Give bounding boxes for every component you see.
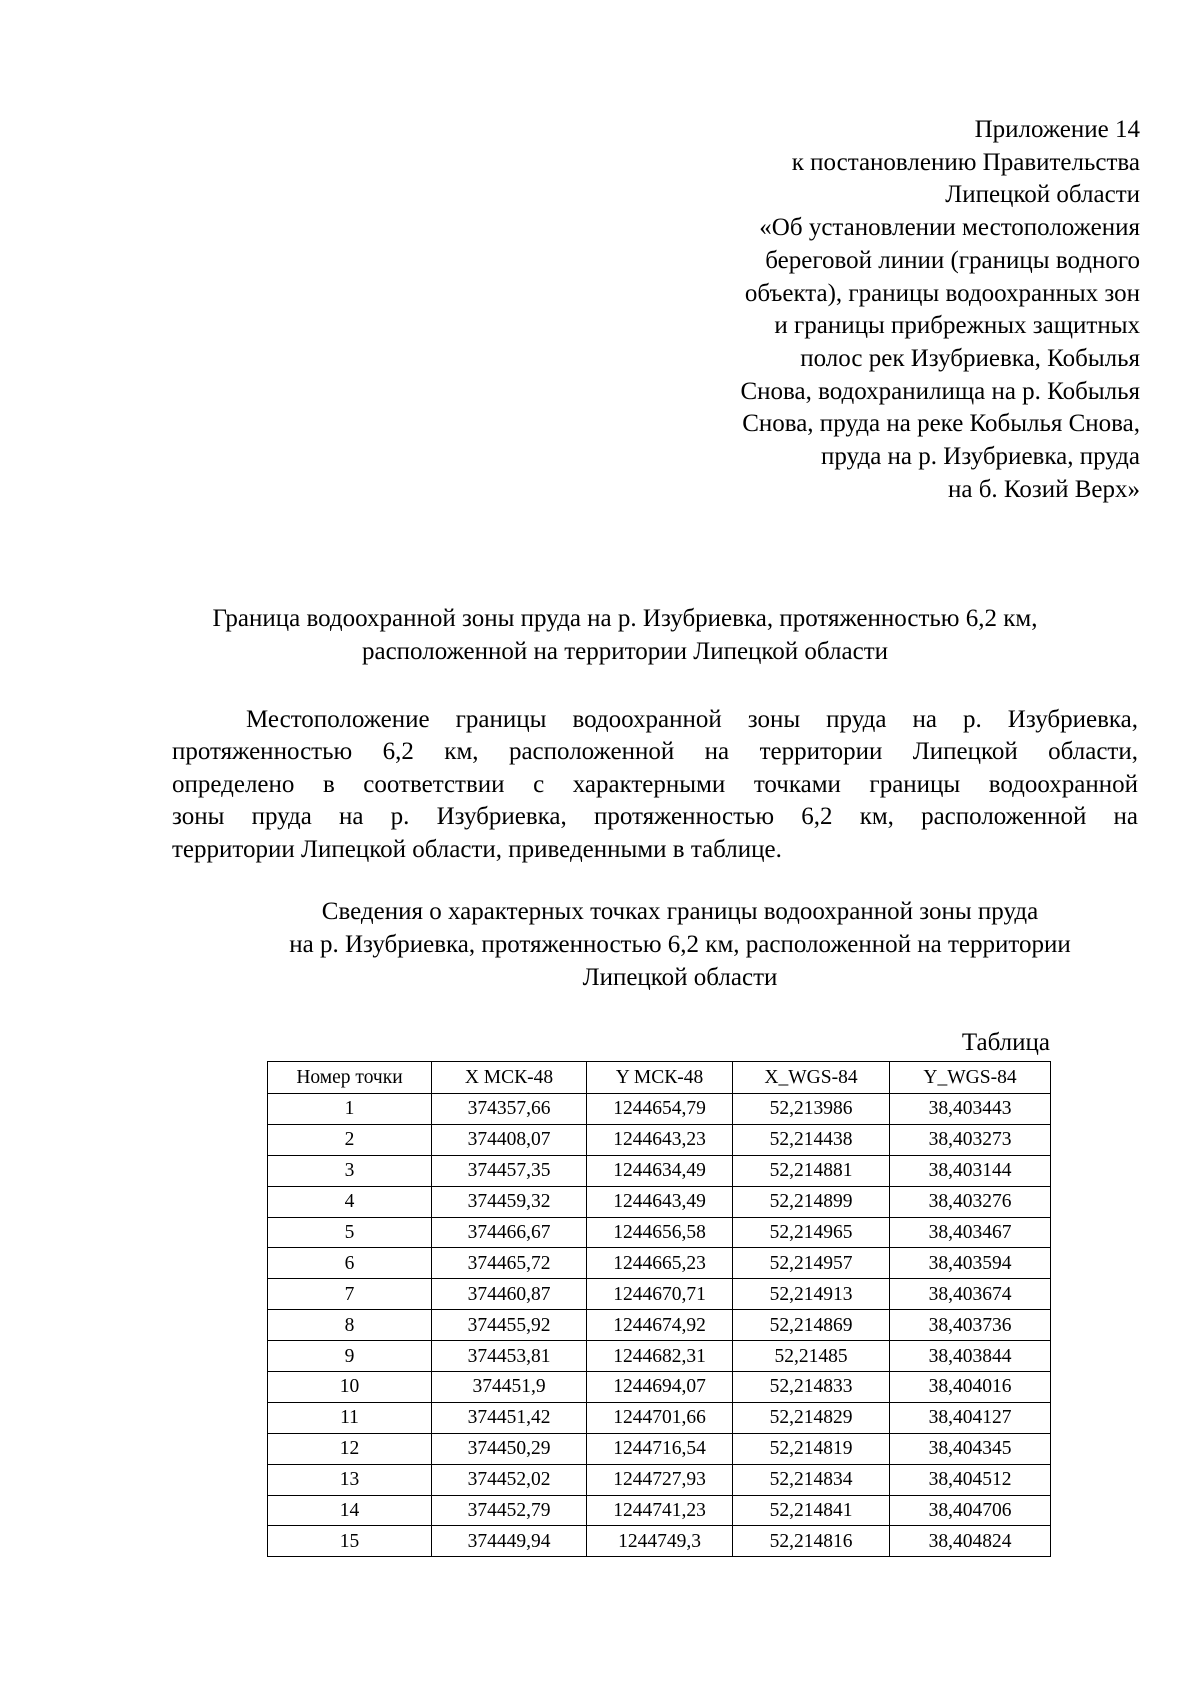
table-caption bbox=[220, 895, 1140, 994]
paragraph-line: территории Липецкой области, приведенными в таблице. bbox=[172, 835, 782, 863]
table-row bbox=[268, 1155, 1051, 1186]
cell-y-msk48: 1244656,58 bbox=[587, 1217, 733, 1248]
cell-point-number: 10 bbox=[268, 1372, 432, 1403]
cell-point-number: 15 bbox=[268, 1526, 432, 1557]
cell-x-msk48: 374465,72 bbox=[432, 1248, 587, 1279]
cell-y-wgs84: 38,404824 bbox=[890, 1526, 1051, 1557]
cell-y-wgs84: 38,404016 bbox=[890, 1372, 1051, 1403]
cell-y-wgs84: 38,403276 bbox=[890, 1186, 1051, 1217]
cell-point-number: 12 bbox=[268, 1433, 432, 1464]
table-row bbox=[268, 1464, 1051, 1495]
cell-y-msk48: 1244670,71 bbox=[587, 1279, 733, 1310]
document-title bbox=[150, 602, 1100, 668]
header-x-msk48: X МСК-48 bbox=[432, 1062, 587, 1094]
cell-y-msk48: 1244694,07 bbox=[587, 1372, 733, 1403]
appendix-line: объекта), границы водоохранных зон bbox=[744, 279, 1140, 307]
cell-x-wgs84: 52,214957 bbox=[733, 1248, 890, 1279]
cell-y-wgs84: 38,403467 bbox=[890, 1217, 1051, 1248]
cell-x-msk48: 374453,81 bbox=[432, 1341, 587, 1372]
cell-x-msk48: 374449,94 bbox=[432, 1526, 587, 1557]
cell-y-msk48: 1244643,23 bbox=[587, 1124, 733, 1155]
cell-y-wgs84: 38,403736 bbox=[890, 1310, 1051, 1341]
cell-x-wgs84: 52,21485 bbox=[733, 1341, 890, 1372]
title-line: расположенной на территории Липецкой области bbox=[361, 638, 888, 665]
table-row bbox=[268, 1124, 1051, 1155]
title-line: Граница водоохранной зоны пруда на р. Изубриевка, протяженностью 6,2 км, bbox=[212, 605, 1038, 632]
table-row bbox=[268, 1341, 1051, 1372]
cell-x-wgs84: 52,213986 bbox=[733, 1094, 890, 1125]
appendix-line: Снова, водохранилища на р. Кобылья bbox=[740, 377, 1140, 405]
cell-point-number: 5 bbox=[268, 1217, 432, 1248]
caption-line: на р. Изубриевка, протяженностью 6,2 км, расположенной на территории bbox=[289, 931, 1071, 958]
header-y-msk48: Y МСК-48 bbox=[587, 1062, 733, 1094]
cell-x-msk48: 374455,92 bbox=[432, 1310, 587, 1341]
cell-point-number: 11 bbox=[268, 1402, 432, 1433]
appendix-line: «Об установлении местоположения bbox=[759, 214, 1140, 242]
cell-point-number: 8 bbox=[268, 1310, 432, 1341]
cell-point-number: 1 bbox=[268, 1094, 432, 1125]
cell-y-msk48: 1244741,23 bbox=[587, 1495, 733, 1526]
cell-x-wgs84: 52,214841 bbox=[733, 1495, 890, 1526]
appendix-line: на б. Козий Верх» bbox=[947, 475, 1140, 503]
cell-x-msk48: 374357,66 bbox=[432, 1094, 587, 1125]
cell-y-wgs84: 38,403144 bbox=[890, 1155, 1051, 1186]
table-row bbox=[268, 1402, 1051, 1433]
header-point-number: Номер точки bbox=[268, 1062, 432, 1094]
table-header-row bbox=[268, 1062, 1051, 1094]
cell-y-msk48: 1244727,93 bbox=[587, 1464, 733, 1495]
cell-x-wgs84: 52,214881 bbox=[733, 1155, 890, 1186]
cell-y-msk48: 1244716,54 bbox=[587, 1433, 733, 1464]
cell-point-number: 4 bbox=[268, 1186, 432, 1217]
table-row bbox=[268, 1279, 1051, 1310]
caption-line: Липецкой области bbox=[582, 964, 778, 991]
cell-x-msk48: 374457,35 bbox=[432, 1155, 587, 1186]
cell-y-wgs84: 38,404345 bbox=[890, 1433, 1051, 1464]
cell-x-msk48: 374451,9 bbox=[432, 1372, 587, 1403]
cell-y-msk48: 1244674,92 bbox=[587, 1310, 733, 1341]
header-x-wgs84: X_WGS-84 bbox=[733, 1062, 890, 1094]
appendix-line: пруда на р. Изубриевка, пруда bbox=[821, 443, 1140, 471]
cell-y-msk48: 1244643,49 bbox=[587, 1186, 733, 1217]
cell-x-wgs84: 52,214819 bbox=[733, 1433, 890, 1464]
cell-x-msk48: 374459,32 bbox=[432, 1186, 587, 1217]
cell-y-msk48: 1244634,49 bbox=[587, 1155, 733, 1186]
table-row bbox=[268, 1248, 1051, 1279]
cell-y-wgs84: 38,403674 bbox=[890, 1279, 1051, 1310]
cell-y-wgs84: 38,403594 bbox=[890, 1248, 1051, 1279]
table-row bbox=[268, 1094, 1051, 1125]
cell-y-msk48: 1244682,31 bbox=[587, 1341, 733, 1372]
cell-x-msk48: 374466,67 bbox=[432, 1217, 587, 1248]
cell-point-number: 2 bbox=[268, 1124, 432, 1155]
table-row bbox=[268, 1526, 1051, 1557]
cell-x-msk48: 374408,07 bbox=[432, 1124, 587, 1155]
cell-x-msk48: 374450,29 bbox=[432, 1433, 587, 1464]
appendix-line: Липецкой области bbox=[945, 181, 1140, 209]
paragraph-line: протяженностью 6,2 км, расположенной на территории Липецкой области, bbox=[172, 738, 1138, 766]
table-row bbox=[268, 1433, 1051, 1464]
cell-y-wgs84: 38,404706 bbox=[890, 1495, 1051, 1526]
paragraph-line: зоны пруда на р. Изубриевка, протяженностью 6,2 км, расположенной на bbox=[172, 803, 1138, 831]
cell-point-number: 6 bbox=[268, 1248, 432, 1279]
cell-x-wgs84: 52,214913 bbox=[733, 1279, 890, 1310]
cell-y-wgs84: 38,403273 bbox=[890, 1124, 1051, 1155]
cell-y-wgs84: 38,404512 bbox=[890, 1464, 1051, 1495]
table-row bbox=[268, 1217, 1051, 1248]
table-row bbox=[268, 1372, 1051, 1403]
cell-x-wgs84: 52,214834 bbox=[733, 1464, 890, 1495]
cell-x-wgs84: 52,214816 bbox=[733, 1526, 890, 1557]
cell-y-wgs84: 38,403443 bbox=[890, 1094, 1051, 1125]
table-label: Таблица bbox=[961, 1029, 1050, 1056]
caption-line: Сведения о характерных точках границы водоохранной зоны пруда bbox=[321, 898, 1039, 925]
cell-y-msk48: 1244665,23 bbox=[587, 1248, 733, 1279]
appendix-line: полос рек Изубриевка, Кобылья bbox=[800, 344, 1140, 372]
cell-x-wgs84: 52,214869 bbox=[733, 1310, 890, 1341]
cell-point-number: 7 bbox=[268, 1279, 432, 1310]
cell-x-msk48: 374452,02 bbox=[432, 1464, 587, 1495]
appendix-line: Приложение 14 bbox=[974, 116, 1140, 143]
cell-y-wgs84: 38,403844 bbox=[890, 1341, 1051, 1372]
header-y-wgs84: Y_WGS-84 bbox=[890, 1062, 1051, 1094]
cell-point-number: 13 bbox=[268, 1464, 432, 1495]
cell-x-msk48: 374460,87 bbox=[432, 1279, 587, 1310]
cell-y-wgs84: 38,404127 bbox=[890, 1402, 1051, 1433]
cell-x-wgs84: 52,214829 bbox=[733, 1402, 890, 1433]
cell-y-msk48: 1244749,3 bbox=[587, 1526, 733, 1557]
cell-x-msk48: 374451,42 bbox=[432, 1402, 587, 1433]
appendix-line: и границы прибрежных защитных bbox=[774, 312, 1140, 340]
cell-y-msk48: 1244701,66 bbox=[587, 1402, 733, 1433]
cell-point-number: 3 bbox=[268, 1155, 432, 1186]
table-row bbox=[268, 1495, 1051, 1526]
cell-x-wgs84: 52,214899 bbox=[733, 1186, 890, 1217]
table-row bbox=[268, 1186, 1051, 1217]
paragraph-line: Местоположение границы водоохранной зоны пруда на р. Изубриевка, bbox=[246, 706, 1138, 733]
cell-x-wgs84: 52,214965 bbox=[733, 1217, 890, 1248]
cell-x-msk48: 374452,79 bbox=[432, 1495, 587, 1526]
appendix-header bbox=[640, 114, 1140, 506]
table-body bbox=[268, 1094, 1051, 1557]
cell-point-number: 9 bbox=[268, 1341, 432, 1372]
paragraph-line: определено в соответствии с характерными точками границы водоохранной bbox=[172, 770, 1138, 798]
appendix-line: Снова, пруда на реке Кобылья Снова, bbox=[742, 410, 1140, 438]
cell-y-msk48: 1244654,79 bbox=[587, 1094, 733, 1125]
cell-x-wgs84: 52,214833 bbox=[733, 1372, 890, 1403]
table-row bbox=[268, 1310, 1051, 1341]
appendix-line: к постановлению Правительства bbox=[791, 148, 1140, 176]
body-paragraph bbox=[172, 704, 1138, 866]
appendix-line: береговой линии (границы водного bbox=[765, 246, 1140, 274]
cell-x-wgs84: 52,214438 bbox=[733, 1124, 890, 1155]
coordinates-table bbox=[267, 1061, 1051, 1557]
cell-point-number: 14 bbox=[268, 1495, 432, 1526]
